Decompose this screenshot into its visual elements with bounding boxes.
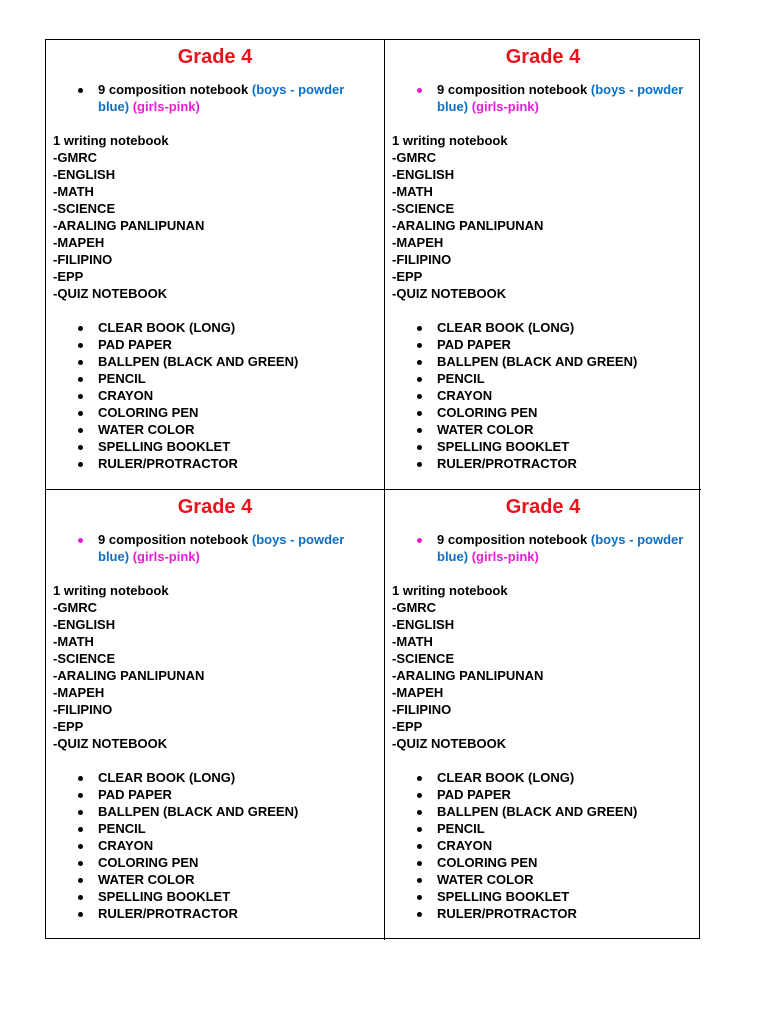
supply-item: PENCIL <box>53 820 377 837</box>
writing-item: -EPP <box>53 269 84 284</box>
supply-item: PAD PAPER <box>53 336 377 353</box>
composition-list <box>53 81 377 115</box>
supply-item: PAD PAPER <box>53 786 377 803</box>
composition-text: 9 composition notebook <box>437 82 588 97</box>
writing-item: -FILIPINO <box>392 702 452 717</box>
supply-item: RULER/PROTRACTOR <box>53 455 377 472</box>
writing-item: -ARALING PANLIPUNAN <box>392 668 544 683</box>
writing-item: -GMRC <box>392 150 437 165</box>
writing-notebook-list <box>53 132 377 302</box>
composition-text: 9 composition notebook <box>437 532 588 547</box>
writing-item: -MATH <box>53 184 94 199</box>
supply-item: BALLPEN (BLACK AND GREEN) <box>53 353 377 370</box>
composition-list <box>392 531 694 565</box>
supply-item: CLEAR BOOK (LONG) <box>392 769 694 786</box>
writing-item: -SCIENCE <box>53 651 116 666</box>
supply-item: BALLPEN (BLACK AND GREEN) <box>392 353 694 370</box>
writing-item: -FILIPINO <box>53 702 113 717</box>
writing-item: -QUIZ NOTEBOOK <box>53 736 168 751</box>
grade-card <box>46 490 385 940</box>
writing-item: 1 writing notebook <box>53 133 169 148</box>
girls-color-note: (girls-pink) <box>471 549 539 564</box>
writing-item: -ARALING PANLIPUNAN <box>392 218 544 233</box>
card-grid <box>45 39 700 939</box>
composition-item <box>53 81 377 115</box>
boys-color-note: (boys - powder blue) <box>98 82 345 114</box>
card-title: Grade 4 <box>177 46 253 68</box>
supplies-list <box>53 319 377 472</box>
writing-item: -MAPEH <box>53 685 105 700</box>
girls-color-note: (girls-pink) <box>132 99 200 114</box>
supplies-list <box>392 319 694 472</box>
writing-item: -SCIENCE <box>392 201 455 216</box>
girls-color-note: (girls-pink) <box>132 549 200 564</box>
writing-item: -FILIPINO <box>53 252 113 267</box>
supply-item: WATER COLOR <box>53 871 377 888</box>
supply-item: CRAYON <box>53 837 377 854</box>
writing-item: -EPP <box>392 269 423 284</box>
grade-card <box>46 40 385 490</box>
writing-item: -MATH <box>53 634 94 649</box>
supply-item: COLORING PEN <box>392 404 694 421</box>
writing-item: -MATH <box>392 634 433 649</box>
writing-item: -GMRC <box>392 600 437 615</box>
supplies-list <box>392 769 694 922</box>
writing-item: -MATH <box>392 184 433 199</box>
supply-item: PAD PAPER <box>392 336 694 353</box>
supply-item: CRAYON <box>53 387 377 404</box>
composition-text: 9 composition notebook <box>98 532 249 547</box>
composition-item <box>392 81 694 115</box>
writing-item: -EPP <box>53 719 84 734</box>
supply-item: CLEAR BOOK (LONG) <box>53 769 377 786</box>
supply-item: BALLPEN (BLACK AND GREEN) <box>392 803 694 820</box>
writing-item: 1 writing notebook <box>53 583 169 598</box>
supply-item: SPELLING BOOKLET <box>392 888 694 905</box>
supply-item: COLORING PEN <box>53 404 377 421</box>
supply-item: COLORING PEN <box>392 854 694 871</box>
writing-notebook-list <box>53 582 377 752</box>
supply-item: SPELLING BOOKLET <box>53 888 377 905</box>
writing-item: -SCIENCE <box>53 201 116 216</box>
supply-item: SPELLING BOOKLET <box>53 438 377 455</box>
writing-item: -ENGLISH <box>392 167 455 182</box>
composition-list <box>53 531 377 565</box>
supplies-list <box>53 769 377 922</box>
supply-item: CRAYON <box>392 837 694 854</box>
supply-item: CRAYON <box>392 387 694 404</box>
writing-item: -GMRC <box>53 600 98 615</box>
writing-item: -ENGLISH <box>392 617 455 632</box>
supply-item: PENCIL <box>53 370 377 387</box>
supply-item: CLEAR BOOK (LONG) <box>53 319 377 336</box>
supply-item: RULER/PROTRACTOR <box>392 905 694 922</box>
writing-item: -ENGLISH <box>53 167 116 182</box>
writing-item: -MAPEH <box>392 235 444 250</box>
writing-item: -QUIZ NOTEBOOK <box>392 286 507 301</box>
writing-notebook-list <box>392 132 694 302</box>
writing-item: -QUIZ NOTEBOOK <box>392 736 507 751</box>
boys-color-note: (boys - powder blue) <box>98 532 345 564</box>
writing-item: -FILIPINO <box>392 252 452 267</box>
writing-item: -ARALING PANLIPUNAN <box>53 668 205 683</box>
composition-item <box>392 531 694 565</box>
supply-item: PENCIL <box>392 370 694 387</box>
writing-item: -QUIZ NOTEBOOK <box>53 286 168 301</box>
supply-item: WATER COLOR <box>53 421 377 438</box>
supply-item: PAD PAPER <box>392 786 694 803</box>
composition-item <box>53 531 377 565</box>
writing-item: -GMRC <box>53 150 98 165</box>
composition-list <box>392 81 694 115</box>
writing-item: 1 writing notebook <box>392 583 508 598</box>
composition-text: 9 composition notebook <box>98 82 249 97</box>
supply-item: CLEAR BOOK (LONG) <box>392 319 694 336</box>
writing-item: -ARALING PANLIPUNAN <box>53 218 205 233</box>
supply-item: BALLPEN (BLACK AND GREEN) <box>53 803 377 820</box>
boys-color-note: (boys - powder blue) <box>437 82 684 114</box>
writing-notebook-list <box>392 582 694 752</box>
card-title: Grade 4 <box>177 496 253 518</box>
grade-card <box>385 490 701 940</box>
card-title: Grade 4 <box>505 46 581 68</box>
boys-color-note: (boys - powder blue) <box>437 532 684 564</box>
writing-item: -EPP <box>392 719 423 734</box>
supply-item: RULER/PROTRACTOR <box>53 905 377 922</box>
writing-item: -MAPEH <box>53 235 105 250</box>
supply-item: WATER COLOR <box>392 421 694 438</box>
writing-item: -SCIENCE <box>392 651 455 666</box>
supply-item: COLORING PEN <box>53 854 377 871</box>
girls-color-note: (girls-pink) <box>471 99 539 114</box>
card-title: Grade 4 <box>505 496 581 518</box>
writing-item: -MAPEH <box>392 685 444 700</box>
writing-item: 1 writing notebook <box>392 133 508 148</box>
supply-item: SPELLING BOOKLET <box>392 438 694 455</box>
writing-item: -ENGLISH <box>53 617 116 632</box>
supply-item: PENCIL <box>392 820 694 837</box>
supply-item: WATER COLOR <box>392 871 694 888</box>
grade-card <box>385 40 701 490</box>
supply-item: RULER/PROTRACTOR <box>392 455 694 472</box>
